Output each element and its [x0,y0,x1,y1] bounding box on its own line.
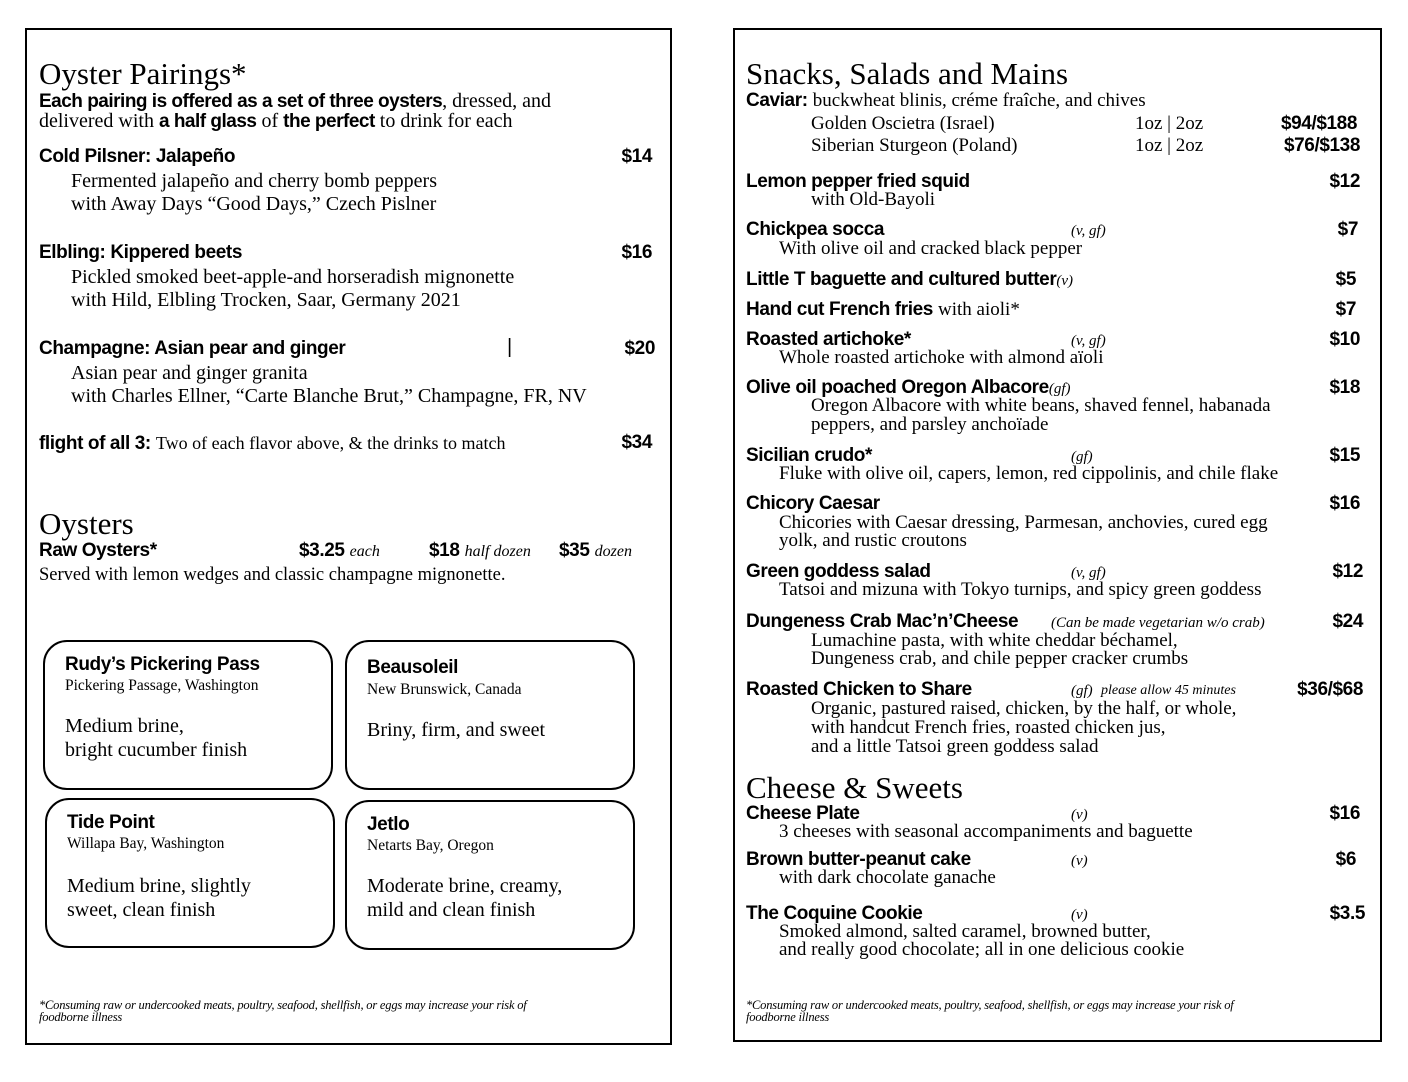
menu-item-price: $36/$68 [1297,679,1363,700]
menu-page-left [25,28,672,1045]
intro-bold-text: a half glass [158,111,257,132]
menu-item-price: $5 [1335,269,1356,290]
menu-item-desc: yolk, and rustic croutons [779,530,967,551]
raw-price-dozen [559,541,632,561]
menu-item-inline-desc: with aioli* [938,299,1020,320]
section-title-oysters: Oysters [39,506,134,541]
raw-price-each [299,541,380,561]
intro-bold-text: the perfect [283,111,375,132]
pairing-name: Cold Pilsner: Jalapeño [39,146,236,167]
menu-item-desc: Tatsoi and mizuna with Tokyo turnips, and spicy green goddess [779,579,1262,600]
oyster-card [345,800,635,950]
intro-text: , dressed, and [442,90,552,112]
menu-item-desc: Fluke with olive oil, capers, lemon, red cippolinis, and chile flake [779,463,1279,484]
pairing-price: $16 [621,242,652,263]
menu-item-desc: with Old-Bayoli [811,189,936,210]
intro-text: delivered with [39,110,159,132]
oyster-location: Pickering Passage, Washington [65,677,259,694]
pairing-desc-line: Pickled smoked beet-apple-and horseradish mignonette [71,266,515,288]
oyster-notes [367,718,617,742]
note-line: Medium brine, [65,715,184,737]
note-line: sweet, clean finish [67,899,216,921]
menu-item-price: $16 [1329,803,1360,824]
pairing-price: $14 [621,146,652,167]
menu-item-desc: peppers, and parsley anchoïade [811,414,1049,435]
menu-item-dietary-tag: (v) [1071,853,1088,869]
flight-name: flight of all 3: [39,433,151,454]
menu-item-desc: Organic, pastured raised, chicken, by the half, or whole, [811,698,1237,719]
menu-item-timing-note: please allow 45 minutes [1101,683,1236,698]
disclaimer-line: *Consuming raw or undercooked meats, poultry, seafood, shellfish, or eggs may increase your risk of [39,998,527,1012]
menu-item-name: The Coquine Cookie [746,903,923,924]
menu-item-price: $12 [1332,561,1363,582]
menu-item-dietary-tag: (Can be made vegetarian w/o crab) [1051,615,1265,631]
menu-item-dietary-tag: (v) [1071,807,1088,823]
menu-item-desc: and really good chocolate; all in one delicious cookie [779,939,1185,960]
flight-price: $34 [621,432,652,453]
caviar-option-name: Siberian Sturgeon (Poland) [811,135,1018,156]
price-unit: dozen [594,543,632,560]
caviar-option-sizes: 1oz | 2oz [1135,113,1204,134]
menu-item-price: $15 [1329,445,1360,466]
price-unit: half dozen [464,543,531,560]
menu-item-dietary-tag: (v, gf) [1071,333,1106,349]
menu-item-desc: Chicories with Caesar dressing, Parmesan, anchovies, cured egg [779,512,1268,533]
menu-item-desc: Dungeness crab, and chile pepper cracker crumbs [811,648,1189,669]
caviar-option-price: $76/$138 [1283,135,1360,156]
note-line: Moderate brine, creamy, [367,875,563,897]
pairing-name: Champagne: Asian pear and ginger [39,338,346,359]
caviar-name: Caviar: [746,90,808,111]
menu-item-name: Lemon pepper fried squid [746,171,970,192]
menu-item-desc: Whole roasted artichoke with almond aïoli [779,347,1104,368]
menu-item-desc: and a little Tatsoi green goddess salad [811,736,1099,757]
note-line: Medium brine, slightly [67,875,251,897]
menu-item-price: $6 [1335,849,1356,870]
oyster-name: Rudy’s Pickering Pass [65,654,260,675]
menu-item-name: Sicilian crudo* [746,445,872,466]
menu-item-desc: Lumachine pasta, with white cheddar béchamel, [811,630,1178,651]
disclaimer-line: *Consuming raw or undercooked meats, poultry, seafood, shellfish, or eggs may increase your risk of [746,998,1234,1012]
intro-text: of [256,110,284,132]
oyster-name: Beausoleil [367,657,459,678]
menu-item-dietary-tag: (v) [1056,273,1073,289]
price-value: $18 [429,540,460,561]
menu-item-dietary-tag: (gf) [1071,449,1093,465]
menu-item-desc: 3 cheeses with seasonal accompaniments and baguette [779,821,1193,842]
pairing-desc-line: with Charles Ellner, “Carte Blanche Brut,” Champagne, FR, NV [71,385,587,407]
caviar-option-price: $94/$188 [1280,113,1357,134]
menu-item-name: Hand cut French fries [746,299,933,320]
menu-item-dietary-tag: (v) [1071,907,1088,923]
separator-bar: | [507,336,513,358]
menu-item-price: $12 [1329,171,1360,192]
menu-item-desc: with dark chocolate ganache [779,867,996,888]
menu-item-price: $16 [1329,493,1360,514]
menu-page-right [733,28,1382,1042]
menu-item-dietary-tag: (gf) [1071,683,1093,699]
pairing-desc-line: Asian pear and ginger granita [71,362,308,384]
menu-item-row [746,300,1020,320]
menu-item-name: Roasted artichoke* [746,329,911,350]
menu-item-name: Roasted Chicken to Share [746,679,972,700]
caviar-desc: buckwheat blinis, créme fraîche, and chives [812,90,1146,111]
menu-item-name: Dungeness Crab Mac’n’Cheese [746,611,1019,632]
raw-oysters-name: Raw Oysters* [39,540,157,561]
section-title-mains: Snacks, Salads and Mains [746,56,1069,91]
intro-text: to drink for each [374,110,513,132]
pairing-desc-line: with Away Days “Good Days,” Czech Pislner [71,193,437,215]
pairing-desc-line: Fermented jalapeño and cherry bomb peppers [71,170,437,192]
pairing-price: $20 [624,338,655,359]
menu-item-dietary-tag: (v, gf) [1071,565,1106,581]
menu-item-name: Brown butter-peanut cake [746,849,971,870]
oyster-location: Netarts Bay, Oregon [367,837,494,854]
note-line: bright cucumber finish [65,739,248,761]
caviar-option-sizes: 1oz | 2oz [1135,135,1204,156]
menu-item-name: Little T baguette and cultured butter [746,269,1057,290]
menu-item-dietary-tag: (v, gf) [1071,223,1106,239]
menu-item-desc: With olive oil and cracked black pepper [779,238,1083,259]
pairing-name: Elbling: Kippered beets [39,242,242,263]
section-title-cheese-sweets: Cheese & Sweets [746,770,963,805]
menu-item-row [746,270,1073,290]
menu-item-name: Olive oil poached Oregon Albacore [746,377,1049,398]
menu-item-price: $7 [1335,299,1356,320]
note-line: mild and clean finish [367,899,536,921]
oyster-card [45,798,335,948]
menu-item-price: $18 [1329,377,1360,398]
oyster-location: Willapa Bay, Washington [67,835,225,852]
price-value: $3.25 [299,540,345,561]
oyster-notes [367,874,617,922]
flight-row [39,433,506,454]
intro-bold-text: Each pairing is offered as a set of three oysters [39,91,443,112]
pairing-desc-line: with Hild, Elbling Trocken, Saar, Germany 2021 [71,289,461,311]
menu-item-desc: Oregon Albacore with white beans, shaved fennel, habanada [811,395,1271,416]
menu-item-desc: Smoked almond, salted caramel, browned butter, [779,921,1151,942]
flight-desc: Two of each flavor above, & the drinks to match [155,433,506,453]
menu-item-price: $10 [1329,329,1360,350]
menu-item-dietary-tag: (gf) [1048,381,1071,397]
caviar-row [746,90,1146,112]
oyster-name: Tide Point [67,812,155,833]
disclaimer-line: foodborne illness [39,1010,123,1024]
pairings-intro-line-1 [39,91,551,112]
oyster-name: Jetlo [367,814,410,835]
menu-item-price: $3.5 [1329,903,1365,924]
menu-item-name: Green goddess salad [746,561,931,582]
price-value: $35 [559,540,590,561]
oyster-card [345,640,635,790]
menu-item-price: $24 [1332,611,1363,632]
disclaimer-line: foodborne illness [746,1010,830,1024]
caviar-option-name: Golden Oscietra (Israel) [811,113,995,134]
menu-item-name: Chickpea socca [746,219,885,240]
price-unit: each [349,543,380,560]
menu-item-name: Chicory Caesar [746,493,880,514]
oyster-notes [67,874,317,922]
section-title-oyster-pairings: Oyster Pairings* [39,56,247,91]
pairings-intro-line-2 [39,111,513,132]
menu-item-name: Cheese Plate [746,803,860,824]
menu-item-desc: with handcut French fries, roasted chicken jus, [811,717,1166,738]
raw-price-half-dozen [429,541,531,561]
raw-oysters-desc: Served with lemon wedges and classic champagne mignonette. [39,565,506,585]
oyster-notes [65,714,315,762]
oyster-location: New Brunswick, Canada [367,681,522,698]
menu-item-price: $7 [1337,219,1358,240]
note-line: Briny, firm, and sweet [367,719,546,741]
oyster-card [43,640,333,790]
